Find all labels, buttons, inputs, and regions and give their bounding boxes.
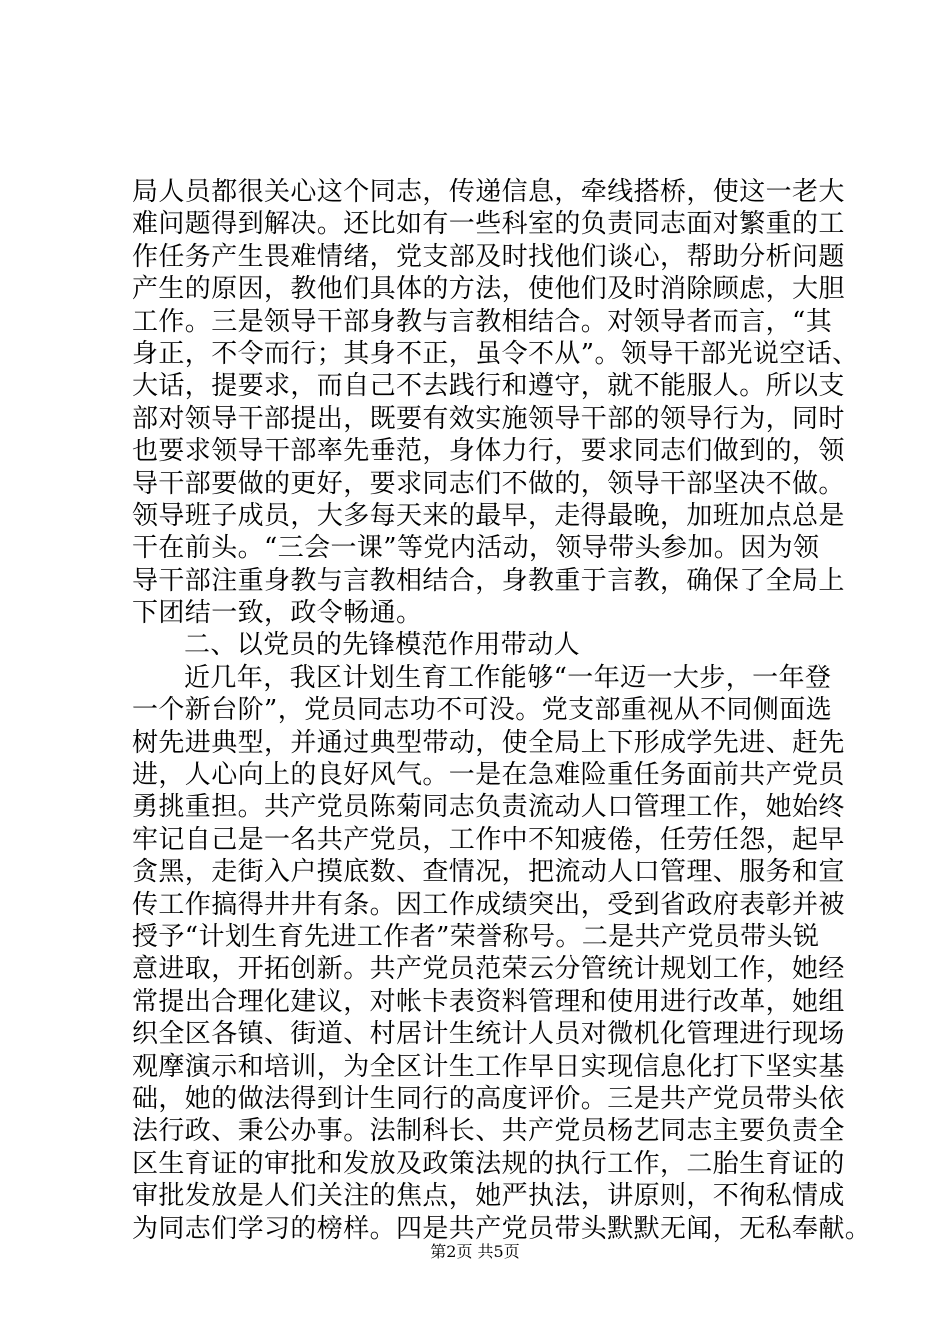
text-line: 工作。三是领导干部身教与言教相结合。对领导者而言，“其 [132, 306, 833, 337]
text-line: 树先进典型，并通过典型带动，使全局上下形成学先进、赶先 [132, 727, 845, 758]
page-footer: 第2页 共5页 [430, 1242, 520, 1261]
section-heading: 二、以党员的先锋模范作用带动人 [184, 630, 581, 661]
text-line: 观摩演示和培训，为全区计生工作早日实现信息化打下坚实基 [132, 1051, 845, 1082]
text-line: 法行政、秉公办事。法制科长、共产党员杨艺同志主要负责全 [132, 1116, 845, 1147]
text-line: 身正，不令而行；其身不正，虽令不从”。领导干部光说空话、 [132, 338, 859, 369]
text-line: 难问题得到解决。还比如有一些科室的负责同志面对繁重的工 [132, 209, 845, 240]
text-line: 也要求领导干部率先垂范，身体力行，要求同志们做到的，领 [132, 436, 845, 467]
text-line: 础，她的做法得到计生同行的高度评价。三是共产党员带头依 [132, 1083, 845, 1114]
text-line: 勇挑重担。共产党员陈菊同志负责流动人口管理工作，她始终 [132, 792, 845, 823]
text-line: 导干部注重身教与言教相结合，身教重于言教，确保了全局上 [132, 565, 845, 596]
text-line: 大话，提要求，而自己不去践行和遵守，就不能服人。所以支 [132, 371, 845, 402]
text-line: 为同志们学习的榜样。四是共产党员带头默默无闻，无私奉献。 [132, 1213, 872, 1244]
text-line: 区生育证的审批和发放及政策法规的执行工作，二胎生育证的 [132, 1148, 845, 1179]
document-body [132, 176, 872, 1245]
text-line: 作任务产生畏难情绪，党支部及时找他们谈心，帮助分析问题 [132, 241, 845, 272]
text-line: 牢记自己是一名共产党员，工作中不知疲倦，任劳任怨，起早 [132, 824, 845, 855]
text-line: 传工作搞得井井有条。因工作成绩突出，受到省政府表彰并被 [132, 889, 845, 920]
text-line: 局人员都很关心这个同志，传递信息，牵线搭桥，使这一老大 [132, 177, 845, 207]
text-line: 一个新台阶”，党员同志功不可没。党支部重视从不同侧面选 [132, 695, 833, 726]
text-line: 导干部要做的更好，要求同志们不做的，领导干部坚决不做。 [132, 468, 845, 499]
text-line: 常提出合理化建议，对帐卡表资料管理和使用进行改革，她组 [132, 986, 845, 1017]
text-line: 贪黑，走街入户摸底数、查情况，把流动人口管理、服务和宣 [132, 857, 845, 888]
text-line: 织全区各镇、街道、村居计生统计人员对微机化管理进行现场 [132, 1019, 845, 1050]
text-line: 意进取，开拓创新。共产党员范荣云分管统计规划工作，她经 [132, 954, 845, 985]
text-line: 进，人心向上的良好风气。一是在急难险重任务面前共产党员 [132, 760, 845, 791]
text-line: 部对领导干部提出，既要有效实施领导干部的领导行为，同时 [132, 403, 845, 434]
text-line: 产生的原因，教他们具体的方法，使他们及时消除顾虑，大胆 [132, 274, 845, 305]
text-line: 下团结一致，政令畅通。 [132, 598, 423, 629]
text-line: 授予“计划生育先进工作者”荣誉称号。二是共产党员带头锐 [132, 921, 820, 952]
text-line: 审批发放是人们关注的焦点，她严执法，讲原则，不徇私情成 [132, 1181, 845, 1212]
text-line: 领导班子成员，大多每天来的最早，走得最晚，加班加点总是 [132, 500, 845, 531]
text-line: 干在前头。“三会一课”等党内活动，领导带头参加。因为领 [132, 533, 820, 564]
paragraph-first-line: 近几年，我区计划生育工作能够“一年迈一大步，一年登 [184, 662, 832, 693]
